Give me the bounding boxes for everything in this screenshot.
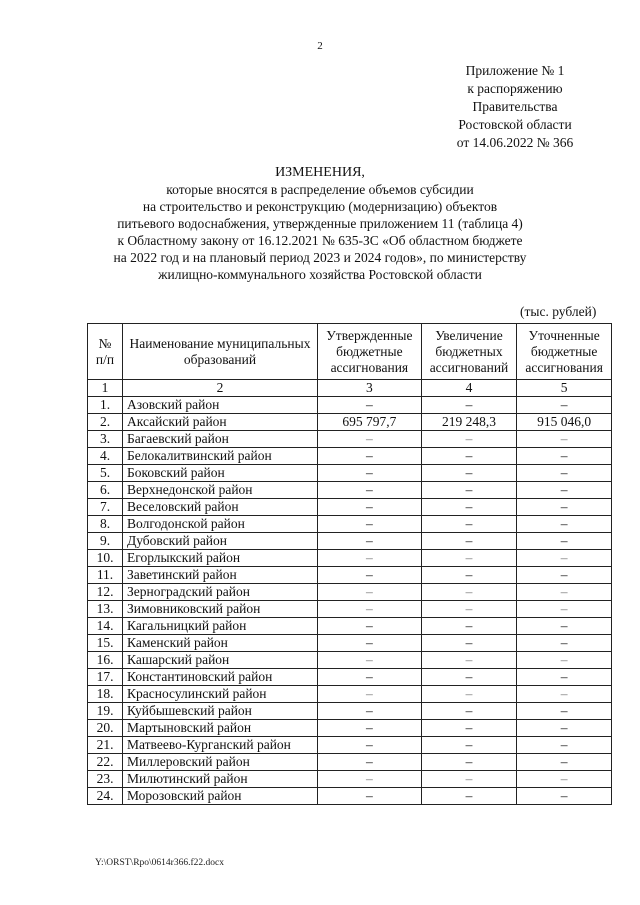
- district-name: Кагальницкий район: [123, 618, 318, 635]
- refined-value: –: [517, 737, 612, 754]
- approved-value: –: [318, 618, 422, 635]
- row-number: 1.: [88, 397, 123, 414]
- table-row: [88, 754, 612, 771]
- approved-value: –: [318, 482, 422, 499]
- row-number: 4.: [88, 448, 123, 465]
- refined-value: –: [517, 550, 612, 567]
- district-name: Егорлыкский район: [123, 550, 318, 567]
- table-row: [88, 397, 612, 414]
- increase-value: –: [421, 516, 517, 533]
- table-row: [88, 499, 612, 516]
- header-number: № п/п: [88, 324, 123, 380]
- table-row: [88, 618, 612, 635]
- row-number: 19.: [88, 703, 123, 720]
- approved-value: –: [318, 686, 422, 703]
- increase-value: –: [421, 448, 517, 465]
- increase-value: –: [421, 771, 517, 788]
- table-index-row: [88, 380, 612, 397]
- increase-value: –: [421, 584, 517, 601]
- refined-value: –: [517, 499, 612, 516]
- table-row: [88, 584, 612, 601]
- table-row: [88, 431, 612, 448]
- table-row: [88, 771, 612, 788]
- increase-value: –: [421, 737, 517, 754]
- district-name: Мартыновский район: [123, 720, 318, 737]
- row-number: 8.: [88, 516, 123, 533]
- district-name: Константиновский район: [123, 669, 318, 686]
- header-refined: Уточненные бюджетные ассигнования: [517, 324, 612, 380]
- table-row: [88, 516, 612, 533]
- refined-value: –: [517, 584, 612, 601]
- row-number: 15.: [88, 635, 123, 652]
- district-name: Каменский район: [123, 635, 318, 652]
- row-number: 2.: [88, 414, 123, 431]
- approved-value: –: [318, 448, 422, 465]
- increase-value: –: [421, 482, 517, 499]
- row-number: 6.: [88, 482, 123, 499]
- refined-value: –: [517, 601, 612, 618]
- refined-value: –: [517, 618, 612, 635]
- appendix-line: Правительства: [472, 99, 558, 114]
- table-row: [88, 652, 612, 669]
- appendix-line: от 14.06.2022 № 366: [456, 135, 574, 150]
- refined-value: –: [517, 431, 612, 448]
- district-name: Волгодонской район: [123, 516, 318, 533]
- increase-value: –: [421, 397, 517, 414]
- district-name: Миллеровский район: [123, 754, 318, 771]
- table-row: [88, 465, 612, 482]
- refined-value: –: [517, 788, 612, 805]
- heading-line: к Областному закону от 16.12.2021 № 635-ЗС «Об областном бюджете: [117, 233, 523, 248]
- row-number: 24.: [88, 788, 123, 805]
- row-number: 16.: [88, 652, 123, 669]
- index-cell: 1: [88, 380, 123, 397]
- approved-value: –: [318, 567, 422, 584]
- refined-value: –: [517, 533, 612, 550]
- district-name: Морозовский район: [123, 788, 318, 805]
- refined-value: –: [517, 669, 612, 686]
- increase-value: –: [421, 533, 517, 550]
- approved-value: –: [318, 550, 422, 567]
- index-cell: 5: [517, 380, 612, 397]
- approved-value: –: [318, 533, 422, 550]
- district-name: Кашарский район: [123, 652, 318, 669]
- increase-value: –: [421, 686, 517, 703]
- increase-value: –: [421, 601, 517, 618]
- increase-value: –: [421, 550, 517, 567]
- approved-value: –: [318, 652, 422, 669]
- row-number: 13.: [88, 601, 123, 618]
- table-header-row: [88, 324, 612, 380]
- heading-line: которые вносятся в распределение объемов субсидии: [166, 182, 474, 197]
- approved-value: –: [318, 737, 422, 754]
- page-number: 2: [317, 40, 323, 52]
- district-name: Багаевский район: [123, 431, 318, 448]
- row-number: 22.: [88, 754, 123, 771]
- increase-value: –: [421, 567, 517, 584]
- heading-line: жилищно-коммунального хозяйства Ростовской области: [158, 267, 482, 282]
- row-number: 11.: [88, 567, 123, 584]
- table-row: [88, 686, 612, 703]
- increase-value: –: [421, 465, 517, 482]
- refined-value: –: [517, 635, 612, 652]
- approved-value: –: [318, 788, 422, 805]
- index-cell: 2: [123, 380, 318, 397]
- refined-value: –: [517, 652, 612, 669]
- district-name: Красносулинский район: [123, 686, 318, 703]
- approved-value: 695 797,7: [318, 414, 422, 431]
- approved-value: –: [318, 431, 422, 448]
- approved-value: –: [318, 516, 422, 533]
- index-cell: 3: [318, 380, 422, 397]
- district-name: Дубовский район: [123, 533, 318, 550]
- increase-value: 219 248,3: [421, 414, 517, 431]
- appendix-line: Ростовской области: [458, 117, 572, 132]
- increase-value: –: [421, 499, 517, 516]
- increase-value: –: [421, 669, 517, 686]
- approved-value: –: [318, 465, 422, 482]
- refined-value: –: [517, 465, 612, 482]
- approved-value: –: [318, 601, 422, 618]
- row-number: 21.: [88, 737, 123, 754]
- approved-value: –: [318, 703, 422, 720]
- district-name: Верхнедонской район: [123, 482, 318, 499]
- header-name: Наименование муниципальных образований: [123, 324, 318, 380]
- increase-value: –: [421, 635, 517, 652]
- refined-value: –: [517, 754, 612, 771]
- row-number: 17.: [88, 669, 123, 686]
- refined-value: 915 046,0: [517, 414, 612, 431]
- row-number: 23.: [88, 771, 123, 788]
- district-name: Куйбышевский район: [123, 703, 318, 720]
- refined-value: –: [517, 516, 612, 533]
- table-row: [88, 669, 612, 686]
- file-path-footer: Y:\ORST\Rpo\0614r366.f22.docx: [95, 858, 224, 868]
- district-name: Зимовниковский район: [123, 601, 318, 618]
- district-name: Азовский район: [123, 397, 318, 414]
- row-number: 18.: [88, 686, 123, 703]
- unit-note: (тыс. рублей): [520, 304, 597, 319]
- approved-value: –: [318, 771, 422, 788]
- approved-value: –: [318, 499, 422, 516]
- index-cell: 4: [421, 380, 517, 397]
- row-number: 12.: [88, 584, 123, 601]
- table-row: [88, 533, 612, 550]
- table-row: [88, 448, 612, 465]
- refined-value: –: [517, 703, 612, 720]
- refined-value: –: [517, 397, 612, 414]
- header-increase: Увеличение бюджетных ассигнований: [421, 324, 517, 380]
- document-heading: [100, 164, 540, 283]
- row-number: 7.: [88, 499, 123, 516]
- table-row: [88, 567, 612, 584]
- row-number: 5.: [88, 465, 123, 482]
- subsidy-table: [87, 323, 612, 805]
- table-row: [88, 414, 612, 431]
- district-name: Боковский район: [123, 465, 318, 482]
- heading-line: на строительство и реконструкцию (модернизацию) объектов: [142, 199, 498, 214]
- appendix-line: Приложение № 1: [465, 63, 565, 78]
- table-row: [88, 703, 612, 720]
- header-approved: Утвержденные бюджетные ассигнования: [318, 324, 422, 380]
- district-name: Заветинский район: [123, 567, 318, 584]
- refined-value: –: [517, 720, 612, 737]
- district-name: Белокалитвинский район: [123, 448, 318, 465]
- district-name: Милютинский район: [123, 771, 318, 788]
- approved-value: –: [318, 669, 422, 686]
- table-row: [88, 737, 612, 754]
- heading-line: на 2022 год и на плановый период 2023 и 2024 годов», по министерству: [113, 250, 527, 265]
- approved-value: –: [318, 754, 422, 771]
- table-row: [88, 720, 612, 737]
- table-row: [88, 635, 612, 652]
- increase-value: –: [421, 652, 517, 669]
- increase-value: –: [421, 431, 517, 448]
- table-row: [88, 601, 612, 618]
- row-number: 14.: [88, 618, 123, 635]
- district-name: Матвеево-Курганский район: [123, 737, 318, 754]
- row-number: 20.: [88, 720, 123, 737]
- refined-value: –: [517, 482, 612, 499]
- approved-value: –: [318, 720, 422, 737]
- heading-line: питьевого водоснабжения, утвержденные приложением 11 (таблица 4): [117, 216, 523, 231]
- increase-value: –: [421, 720, 517, 737]
- appendix-block: [440, 62, 590, 152]
- refined-value: –: [517, 686, 612, 703]
- refined-value: –: [517, 771, 612, 788]
- increase-value: –: [421, 754, 517, 771]
- appendix-line: к распоряжению: [467, 81, 563, 96]
- refined-value: –: [517, 448, 612, 465]
- heading-title: ИЗМЕНЕНИЯ,: [275, 165, 365, 180]
- district-name: Аксайский район: [123, 414, 318, 431]
- approved-value: –: [318, 584, 422, 601]
- increase-value: –: [421, 703, 517, 720]
- row-number: 9.: [88, 533, 123, 550]
- district-name: Веселовский район: [123, 499, 318, 516]
- increase-value: –: [421, 618, 517, 635]
- refined-value: –: [517, 567, 612, 584]
- table-row: [88, 788, 612, 805]
- row-number: 10.: [88, 550, 123, 567]
- table-row: [88, 482, 612, 499]
- row-number: 3.: [88, 431, 123, 448]
- approved-value: –: [318, 635, 422, 652]
- approved-value: –: [318, 397, 422, 414]
- table-row: [88, 550, 612, 567]
- increase-value: –: [421, 788, 517, 805]
- district-name: Зерноградский район: [123, 584, 318, 601]
